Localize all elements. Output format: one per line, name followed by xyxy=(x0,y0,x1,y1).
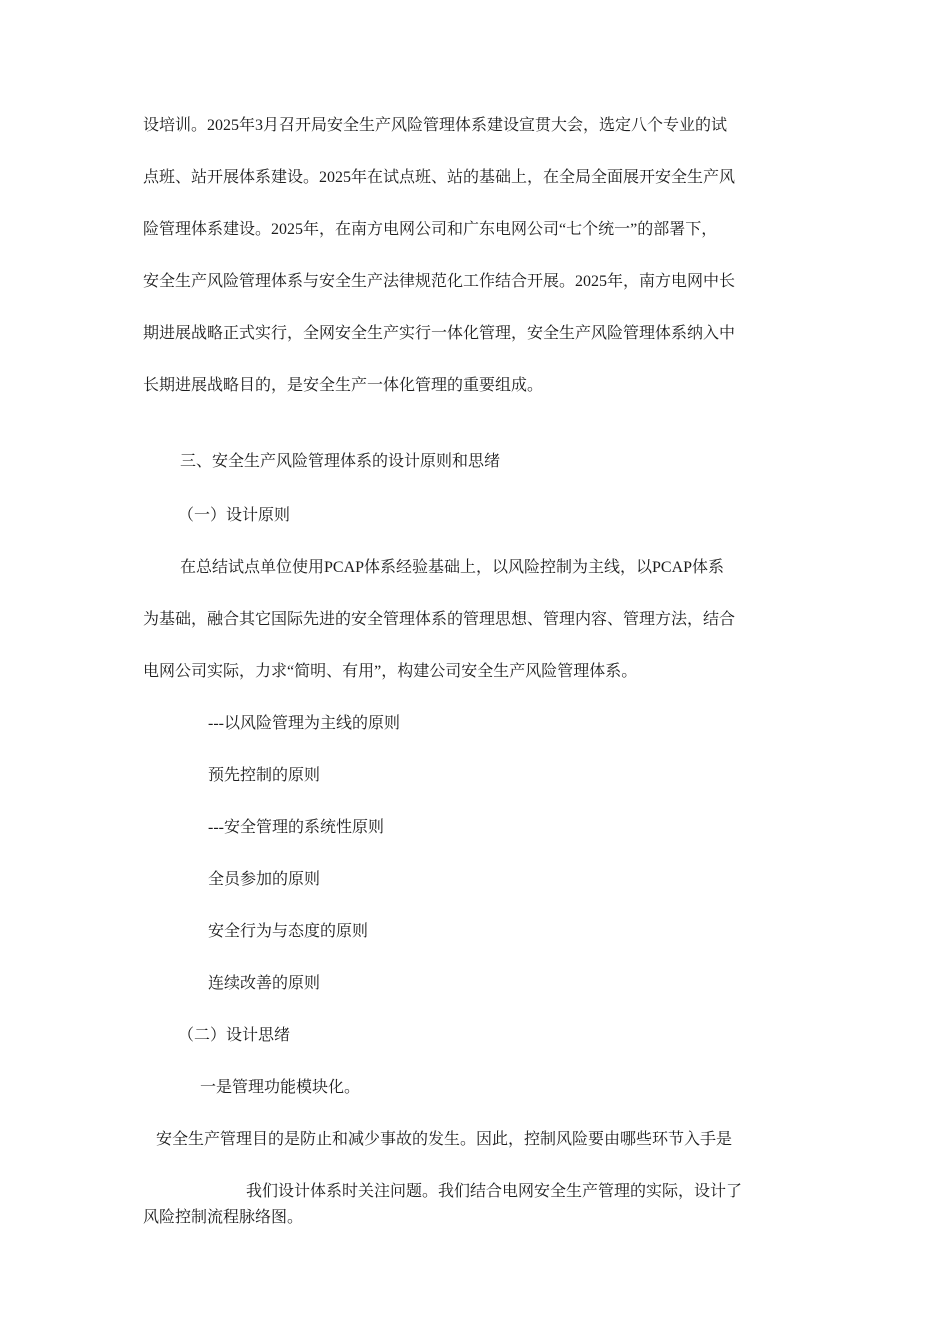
principle-item: 预先控制的原则 xyxy=(208,767,321,784)
design-paragraph-line-1: 在总结试点单位使用PCAP体系经验基础上，以风险控制为主线，以PCAP体系 xyxy=(180,559,725,576)
design-paragraph-line-2: 为基础，融合其它国际先进的安全管理体系的管理思想、管理内容、管理方法，结合 xyxy=(143,611,736,628)
intro-paragraph-line-1: 设培训。2025年3月召开局安全生产风险管理体系建设宣贯大会，选定八个专业的试 xyxy=(143,117,728,134)
principle-item: 连续改善的原则 xyxy=(208,975,321,992)
intro-paragraph-line-6: 长期进展战略目的，是安全生产一体化管理的重要组成。 xyxy=(143,377,544,394)
principle-item: ---安全管理的系统性原则 xyxy=(208,819,384,836)
intro-paragraph-line-4: 安全生产风险管理体系与安全生产法律规范化工作结合开展。2025年，南方电网中长 xyxy=(143,273,736,290)
section-heading: 三、安全生产风险管理体系的设计原则和思绪 xyxy=(180,453,501,470)
design-paragraph-line-3: 电网公司实际，力求“简明、有用”，构建公司安全生产风险管理体系。 xyxy=(143,663,638,680)
subsection-2-heading: （二）设计思绪 xyxy=(178,1027,291,1044)
subsection-1-heading: （一）设计原则 xyxy=(178,507,291,524)
intro-paragraph-line-5: 期进展战略正式实行，全网安全生产实行一体化管理，安全生产风险管理体系纳入中 xyxy=(143,325,736,342)
principle-item: 安全行为与态度的原则 xyxy=(208,923,369,940)
modular-paragraph-line-2: 我们设计体系时关注问题。我们结合电网安全生产管理的实际，设计了 xyxy=(246,1183,743,1200)
modular-paragraph-line-3: 风险控制流程脉络图。 xyxy=(143,1209,304,1226)
intro-paragraph-line-3: 险管理体系建设。2025年，在南方电网公司和广东电网公司“七个统一”的部署下， xyxy=(143,221,718,238)
modular-paragraph-line-1: 安全生产管理目的是防止和减少事故的发生。因此，控制风险要由哪些环节入手是 xyxy=(156,1131,733,1148)
design-point-1: 一是管理功能模块化。 xyxy=(200,1079,361,1096)
intro-paragraph-line-2: 点班、站开展体系建设。2025年在试点班、站的基础上，在全局全面展开安全生产风 xyxy=(143,169,736,186)
principle-item: ---以风险管理为主线的原则 xyxy=(208,715,400,732)
principle-item: 全员参加的原则 xyxy=(208,871,321,888)
